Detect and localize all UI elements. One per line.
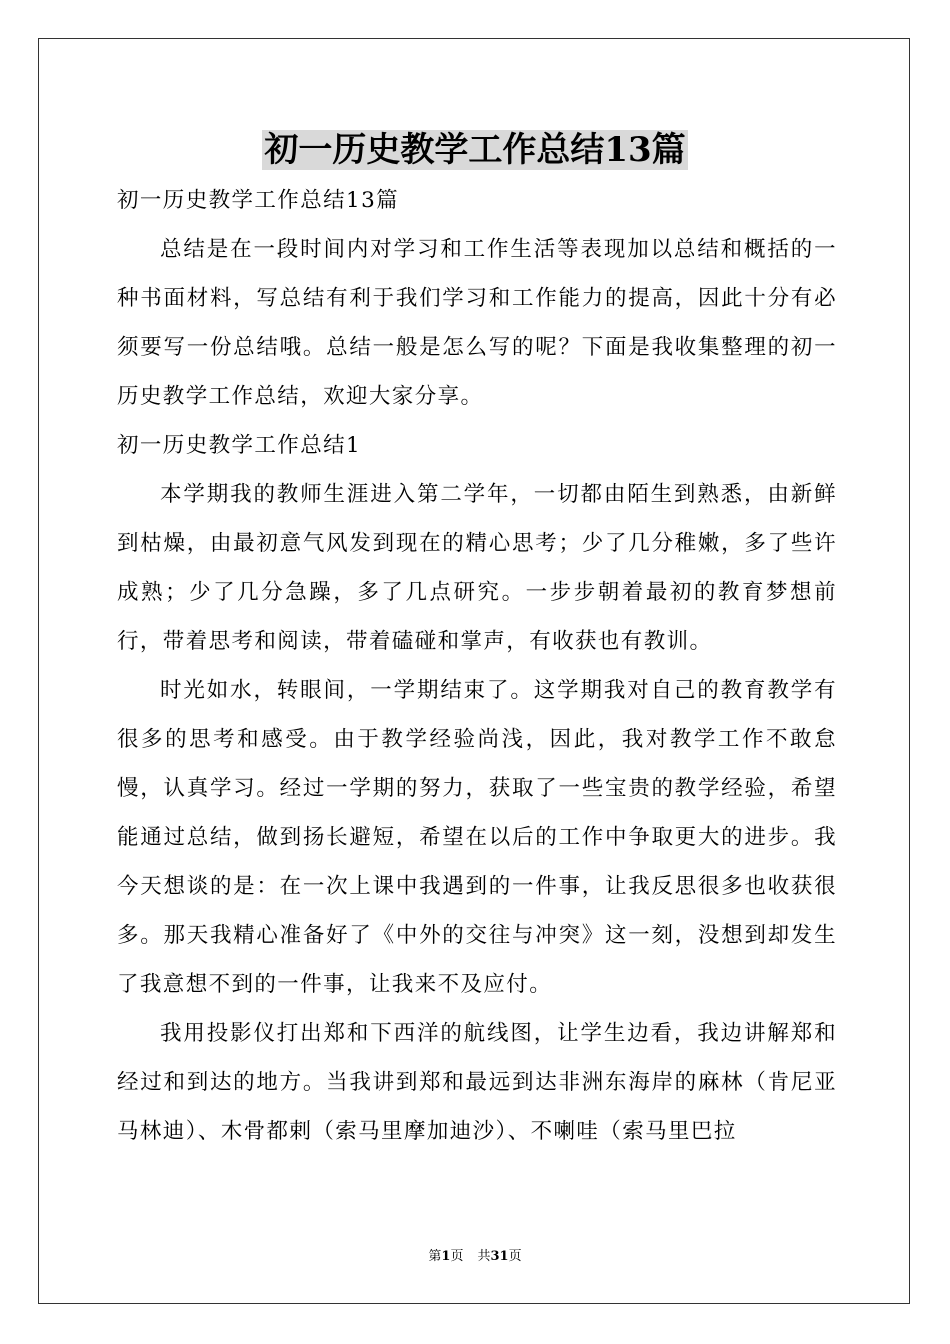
document-body xyxy=(117,176,837,1156)
intro-paragraph: 总结是在一段时间内对学习和工作生活等表现加以总结和概括的一种书面材料，写总结有利于我们学习和工作能力的提高，因此十分有必须要写一份总结哦。总结一般是怎么写的呢？下面是我收集整理的初一历史教学工作总结，欢迎大家分享。 xyxy=(117,237,837,409)
page-suffix: 页 xyxy=(450,1249,464,1264)
document-title-text: 初一历史教学工作总结13篇 xyxy=(264,130,686,170)
page-prefix: 第 xyxy=(428,1249,442,1264)
document-title xyxy=(0,122,950,178)
section-heading: 初一历史教学工作总结1 xyxy=(117,433,362,458)
total-prefix: 共 xyxy=(477,1249,491,1264)
page-footer xyxy=(0,1247,950,1267)
total-pages: 31 xyxy=(490,1249,509,1264)
total-suffix: 页 xyxy=(508,1249,522,1264)
body-paragraph: 本学期我的教师生涯进入第二学年，一切都由陌生到熟悉，由新鲜到枯燥，由最初意气风发到现在的精心思考；少了几分稚嫩，多了些许成熟；少了几分急躁，多了几点研究。一步步朝着最初的教育梦想前行，带着思考和阅读，带着磕碰和掌声，有收获也有教训。 xyxy=(117,482,837,654)
body-paragraph: 我用投影仪打出郑和下西洋的航线图，让学生边看，我边讲解郑和经过和到达的地方。当我讲到郑和最远到达非洲东海岸的麻林（肯尼亚马林迪）、木骨都剌（索马里摩加迪沙）、不喇哇（索马里巴拉 xyxy=(117,1021,837,1144)
document-subtitle: 初一历史教学工作总结13篇 xyxy=(117,188,400,213)
body-paragraph: 时光如水，转眼间，一学期结束了。这学期我对自己的教育教学有很多的思考和感受。由于教学经验尚浅，因此，我对教学工作不敢怠慢，认真学习。经过一学期的努力，获取了一些宝贵的教学经验，希望能通过总结，做到扬长避短，希望在以后的工作中争取更大的进步。我今天想谈的是：在一次上课中我遇到的一件事，让我反思很多也收获很多。那天我精心准备好了《中外的交往与冲突》这一刻，没想到却发生了我意想不到的一件事，让我来不及应付。 xyxy=(117,678,837,997)
page-number: 1 xyxy=(441,1249,451,1264)
